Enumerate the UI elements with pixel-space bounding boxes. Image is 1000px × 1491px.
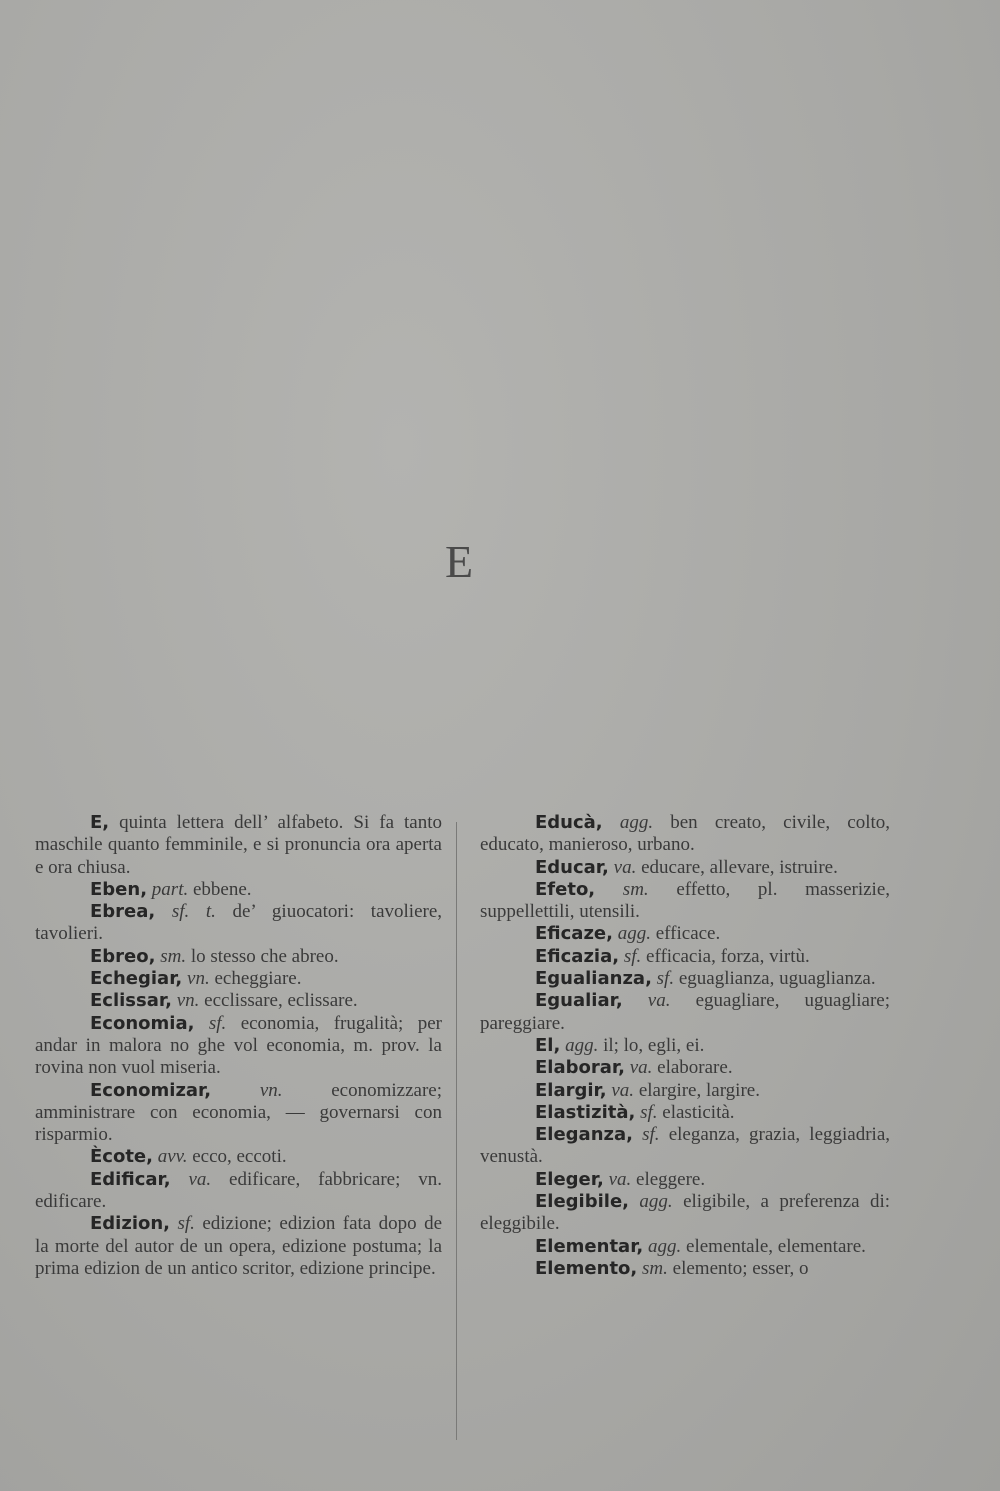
entry-headword: Economizar,	[90, 1079, 212, 1101]
entry-headword: El,	[535, 1034, 561, 1056]
entry-headword: Eficazia,	[535, 945, 620, 967]
entry-grammar: va.	[613, 856, 637, 878]
entry-definition: elementale, elementare.	[686, 1235, 866, 1257]
column-divider	[456, 822, 457, 1440]
entry-grammar: sm.	[622, 878, 649, 900]
dictionary-entry	[35, 1013, 442, 1080]
dictionary-entry	[480, 857, 890, 879]
entry-definition: ecco, eccoti.	[192, 1146, 287, 1168]
entry-definition: echeggiare.	[214, 968, 302, 990]
entry-headword: Ècote,	[90, 1146, 153, 1168]
dictionary-entry	[480, 968, 890, 990]
entry-headword: E,	[90, 812, 110, 833]
dictionary-entry	[35, 1169, 442, 1214]
entry-definition: educare, allevare, istruire.	[641, 856, 838, 878]
entry-grammar: sf.	[177, 1213, 195, 1235]
entry-definition: eleggere.	[636, 1168, 706, 1190]
entry-grammar: avv.	[157, 1146, 188, 1168]
entry-headword: Elegibile,	[535, 1191, 629, 1213]
entry-definition: eligibile, a preferenza di: eleggibile.	[480, 1191, 890, 1235]
dictionary-entry	[35, 812, 442, 879]
dictionary-entry	[35, 879, 442, 901]
entry-headword: Elargir,	[535, 1079, 607, 1101]
entry-headword: Eleger,	[535, 1168, 604, 1190]
entry-headword: Eclissar,	[90, 990, 172, 1012]
entry-grammar: sf. t.	[171, 901, 216, 923]
entry-grammar: sm.	[160, 945, 187, 967]
entry-headword: Egualiar,	[535, 990, 623, 1012]
entry-definition: economizzare; amministrare con economia, — governarsi con risparmio.	[35, 1079, 442, 1146]
dictionary-entry	[35, 1213, 442, 1280]
entry-definition: efficace.	[655, 923, 721, 945]
entry-definition: elasticità.	[662, 1101, 735, 1123]
entry-headword: Elastizità,	[535, 1101, 636, 1123]
entry-headword: Educà,	[535, 812, 603, 833]
dictionary-entry	[35, 946, 442, 968]
entry-grammar: part.	[151, 878, 189, 900]
entry-headword: Educar,	[535, 856, 609, 878]
entry-headword: Edificar,	[90, 1168, 171, 1190]
entry-definition: elargire, largire.	[638, 1079, 760, 1101]
entry-headword: Elementar,	[535, 1235, 644, 1257]
entry-definition: de’ giuocatori: tavoliere, tavolieri.	[35, 901, 443, 945]
dictionary-entry	[480, 1258, 890, 1280]
dictionary-entry	[480, 1236, 890, 1258]
dictionary-entry	[480, 1035, 890, 1057]
entry-definition: elemento; esser, o	[672, 1257, 809, 1279]
dictionary-entry	[35, 1146, 442, 1168]
entry-grammar: sf.	[640, 1101, 658, 1123]
entry-definition: quinta lettera dell’ alfabeto. Si fa tanto maschile quanto femminile, e si pronuncia ora aperta e ora chiusa.	[35, 812, 442, 878]
dictionary-entry	[35, 990, 442, 1012]
entry-grammar: sf.	[208, 1012, 227, 1034]
entry-definition: edificare, fabbricare; vn. edificare.	[35, 1168, 443, 1213]
entry-grammar: va.	[188, 1168, 212, 1190]
entry-definition: ecclissare, eclissare.	[204, 990, 358, 1012]
entry-grammar: agg.	[565, 1034, 599, 1056]
entry-definition: edizione; edizion fata dopo de la morte del autor de un opera, edizione postuma; la prima edizion de un antico scritor, edizione principe.	[35, 1213, 443, 1279]
dictionary-entry	[35, 968, 442, 990]
left-column	[35, 812, 442, 1280]
dictionary-entry	[35, 1080, 442, 1147]
dictionary-entry	[480, 923, 890, 945]
dictionary-entry	[480, 879, 890, 924]
right-column	[480, 812, 890, 1280]
entry-headword: Ebreo,	[90, 945, 156, 967]
entry-definition: elaborare.	[657, 1057, 733, 1079]
entry-headword: Eleganza,	[535, 1124, 633, 1146]
entry-grammar: va.	[608, 1168, 632, 1190]
entry-headword: Ebrea,	[90, 901, 156, 923]
entry-grammar: va.	[629, 1057, 653, 1079]
dictionary-entry	[480, 1191, 890, 1236]
entry-grammar: agg.	[617, 923, 651, 945]
dictionary-entry	[480, 946, 890, 968]
entry-grammar: sf.	[656, 968, 675, 990]
entry-grammar: va.	[647, 990, 671, 1012]
entry-headword: Egualianza,	[535, 968, 652, 990]
entry-definition: lo stesso che abreo.	[190, 945, 339, 967]
dictionary-entry	[480, 812, 890, 857]
entry-grammar: vn.	[187, 968, 210, 990]
entry-headword: Efeto,	[535, 878, 596, 900]
dictionary-entry	[35, 901, 442, 946]
dictionary-entry	[480, 1102, 890, 1124]
entry-definition: ben creato, civile, colto, educato, manieroso, urbano.	[480, 812, 891, 856]
entry-headword: Eficaze,	[535, 923, 613, 945]
entry-headword: Elaborar,	[535, 1057, 625, 1079]
entry-grammar: va.	[611, 1079, 635, 1101]
entry-definition: effetto, pl. masserizie, suppellettili, utensili.	[480, 878, 891, 923]
section-letter: E	[445, 536, 475, 587]
entry-grammar: agg.	[639, 1191, 673, 1213]
entry-headword: Economia,	[90, 1012, 195, 1034]
entry-grammar: vn.	[259, 1079, 283, 1101]
entry-headword: Echegiar,	[90, 968, 183, 990]
entry-definition: efficacia, forza, virtù.	[646, 945, 810, 967]
entry-definition: il; lo, egli, ei.	[603, 1034, 705, 1056]
entry-grammar: agg.	[619, 812, 654, 833]
entry-headword: Eben,	[90, 878, 148, 900]
dictionary-entry	[480, 990, 890, 1035]
entry-grammar: sf.	[623, 945, 642, 967]
entry-definition: eleganza, grazia, leggiadria, venustà.	[480, 1124, 891, 1168]
entry-definition: ebbene.	[192, 878, 252, 900]
entry-definition: economia, frugalità; per andar in malora no ghe vol economia, m. prov. la rovina non vuol miseria.	[35, 1012, 442, 1079]
entry-grammar: vn.	[176, 990, 200, 1012]
entry-headword: Edizion,	[90, 1213, 171, 1235]
entry-grammar: sf.	[642, 1124, 660, 1146]
dictionary-entry	[480, 1057, 890, 1079]
entry-grammar: agg.	[648, 1235, 682, 1257]
entry-headword: Elemento,	[535, 1257, 638, 1279]
entry-grammar: sm.	[642, 1257, 668, 1279]
dictionary-entry	[480, 1080, 890, 1102]
dictionary-entry	[480, 1169, 890, 1191]
entry-definition: eguagliare, uguagliare; pareggiare.	[480, 990, 890, 1034]
entry-definition: eguaglianza, uguaglianza.	[678, 968, 876, 990]
dictionary-entry	[480, 1124, 890, 1169]
